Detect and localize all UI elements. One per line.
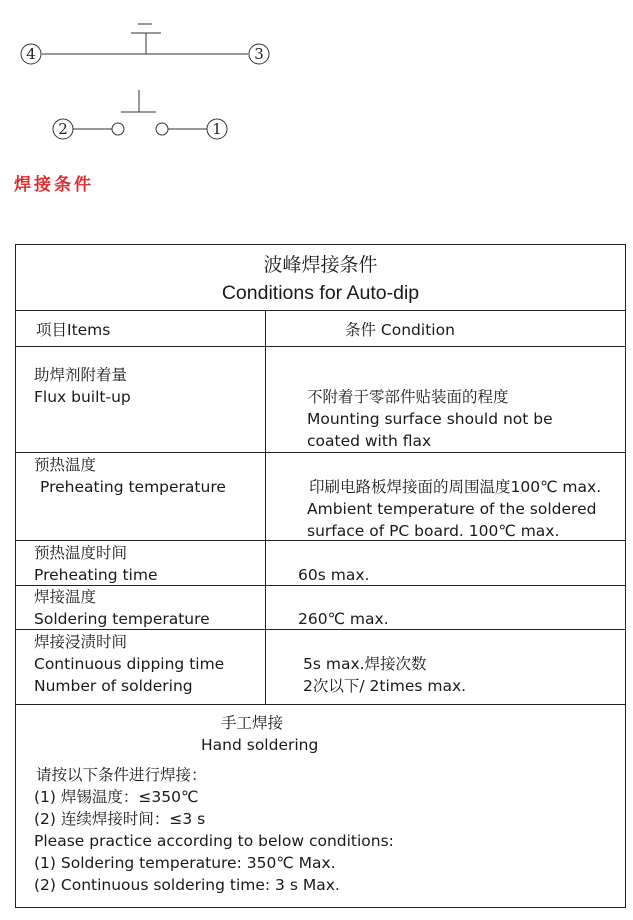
header-condition: 条件 Condition	[345, 321, 455, 339]
row-divider	[16, 452, 625, 453]
row-flux-condition-line: Mounting surface should not be	[307, 410, 553, 428]
row-divider	[16, 346, 625, 347]
row-preheat-item-en: Preheating temperature	[40, 478, 226, 496]
header-items: 项目Items	[36, 321, 111, 339]
row-preheat-time-condition: 60s max.	[298, 566, 370, 584]
row-preheat-condition-line: surface of PC board. 100℃ max.	[307, 522, 560, 540]
hand-soldering-line: 请按以下条件进行焊接：	[36, 766, 207, 784]
table-title-en: Conditions for Auto-dip	[221, 282, 420, 304]
column-divider	[265, 310, 266, 704]
hand-soldering-line: (2) Continuous soldering time: 3 s Max.	[34, 876, 340, 894]
row-preheat-time-item-en: Preheating time	[34, 566, 158, 584]
pin-3-label: 3	[254, 45, 264, 63]
row-solder-temp-item-cn: 焊接温度	[34, 588, 97, 606]
row-dipping-item-en: Number of soldering	[34, 677, 193, 695]
row-dipping-item-cn: 焊接浸渍时间	[34, 633, 128, 651]
row-preheat-condition-line: Ambient temperature of the soldered	[307, 500, 597, 518]
row-dipping-condition-line: 2次以下/ 2times max.	[303, 677, 467, 695]
row-divider	[16, 704, 625, 705]
table-title-cn: 波峰焊接条件	[263, 254, 378, 276]
hand-soldering-title-en: Hand soldering	[201, 736, 319, 754]
row-dipping-item-en: Continuous dipping time	[34, 655, 225, 673]
row-solder-temp-condition: 260℃ max.	[298, 610, 389, 628]
soldering-conditions-table	[15, 244, 626, 908]
row-flux-condition-line: 不附着于零部件贴装面的程度	[307, 388, 509, 406]
hand-soldering-line: (1) 焊锡温度：≤350℃	[34, 788, 199, 806]
row-flux-item-cn: 助焊剂附着量	[34, 366, 128, 384]
row-dipping-condition-line: 5s max.焊接次数	[303, 655, 427, 673]
pin-2-label: 2	[58, 120, 68, 138]
hand-soldering-title-cn: 手工焊接	[221, 714, 284, 732]
hand-soldering-line: (1) Soldering temperature: 350℃ Max.	[34, 854, 336, 872]
row-solder-temp-item-en: Soldering temperature	[34, 610, 210, 628]
pin-1-label: 1	[212, 120, 222, 138]
hand-soldering-line: Please practice according to below conditions:	[34, 832, 394, 850]
row-divider	[16, 310, 625, 311]
row-flux-condition-line: coated with flax	[307, 432, 432, 450]
row-preheat-item-cn: 预热温度	[34, 456, 97, 474]
hand-soldering-line: (2) 连续焊接时间：≤3 s	[34, 810, 206, 828]
row-preheat-condition-line: 印刷电路板焊接面的周围温度100℃ max.	[309, 478, 602, 496]
pin-4-label: 4	[26, 45, 36, 63]
row-preheat-time-item-cn: 预热温度时间	[34, 544, 128, 562]
contact-right-circle	[156, 123, 168, 135]
switch-schematic-diagram	[0, 0, 300, 150]
section-title: 焊接条件	[14, 175, 94, 195]
contact-left-circle	[112, 123, 124, 135]
row-flux-item-en: Flux built-up	[34, 388, 131, 406]
